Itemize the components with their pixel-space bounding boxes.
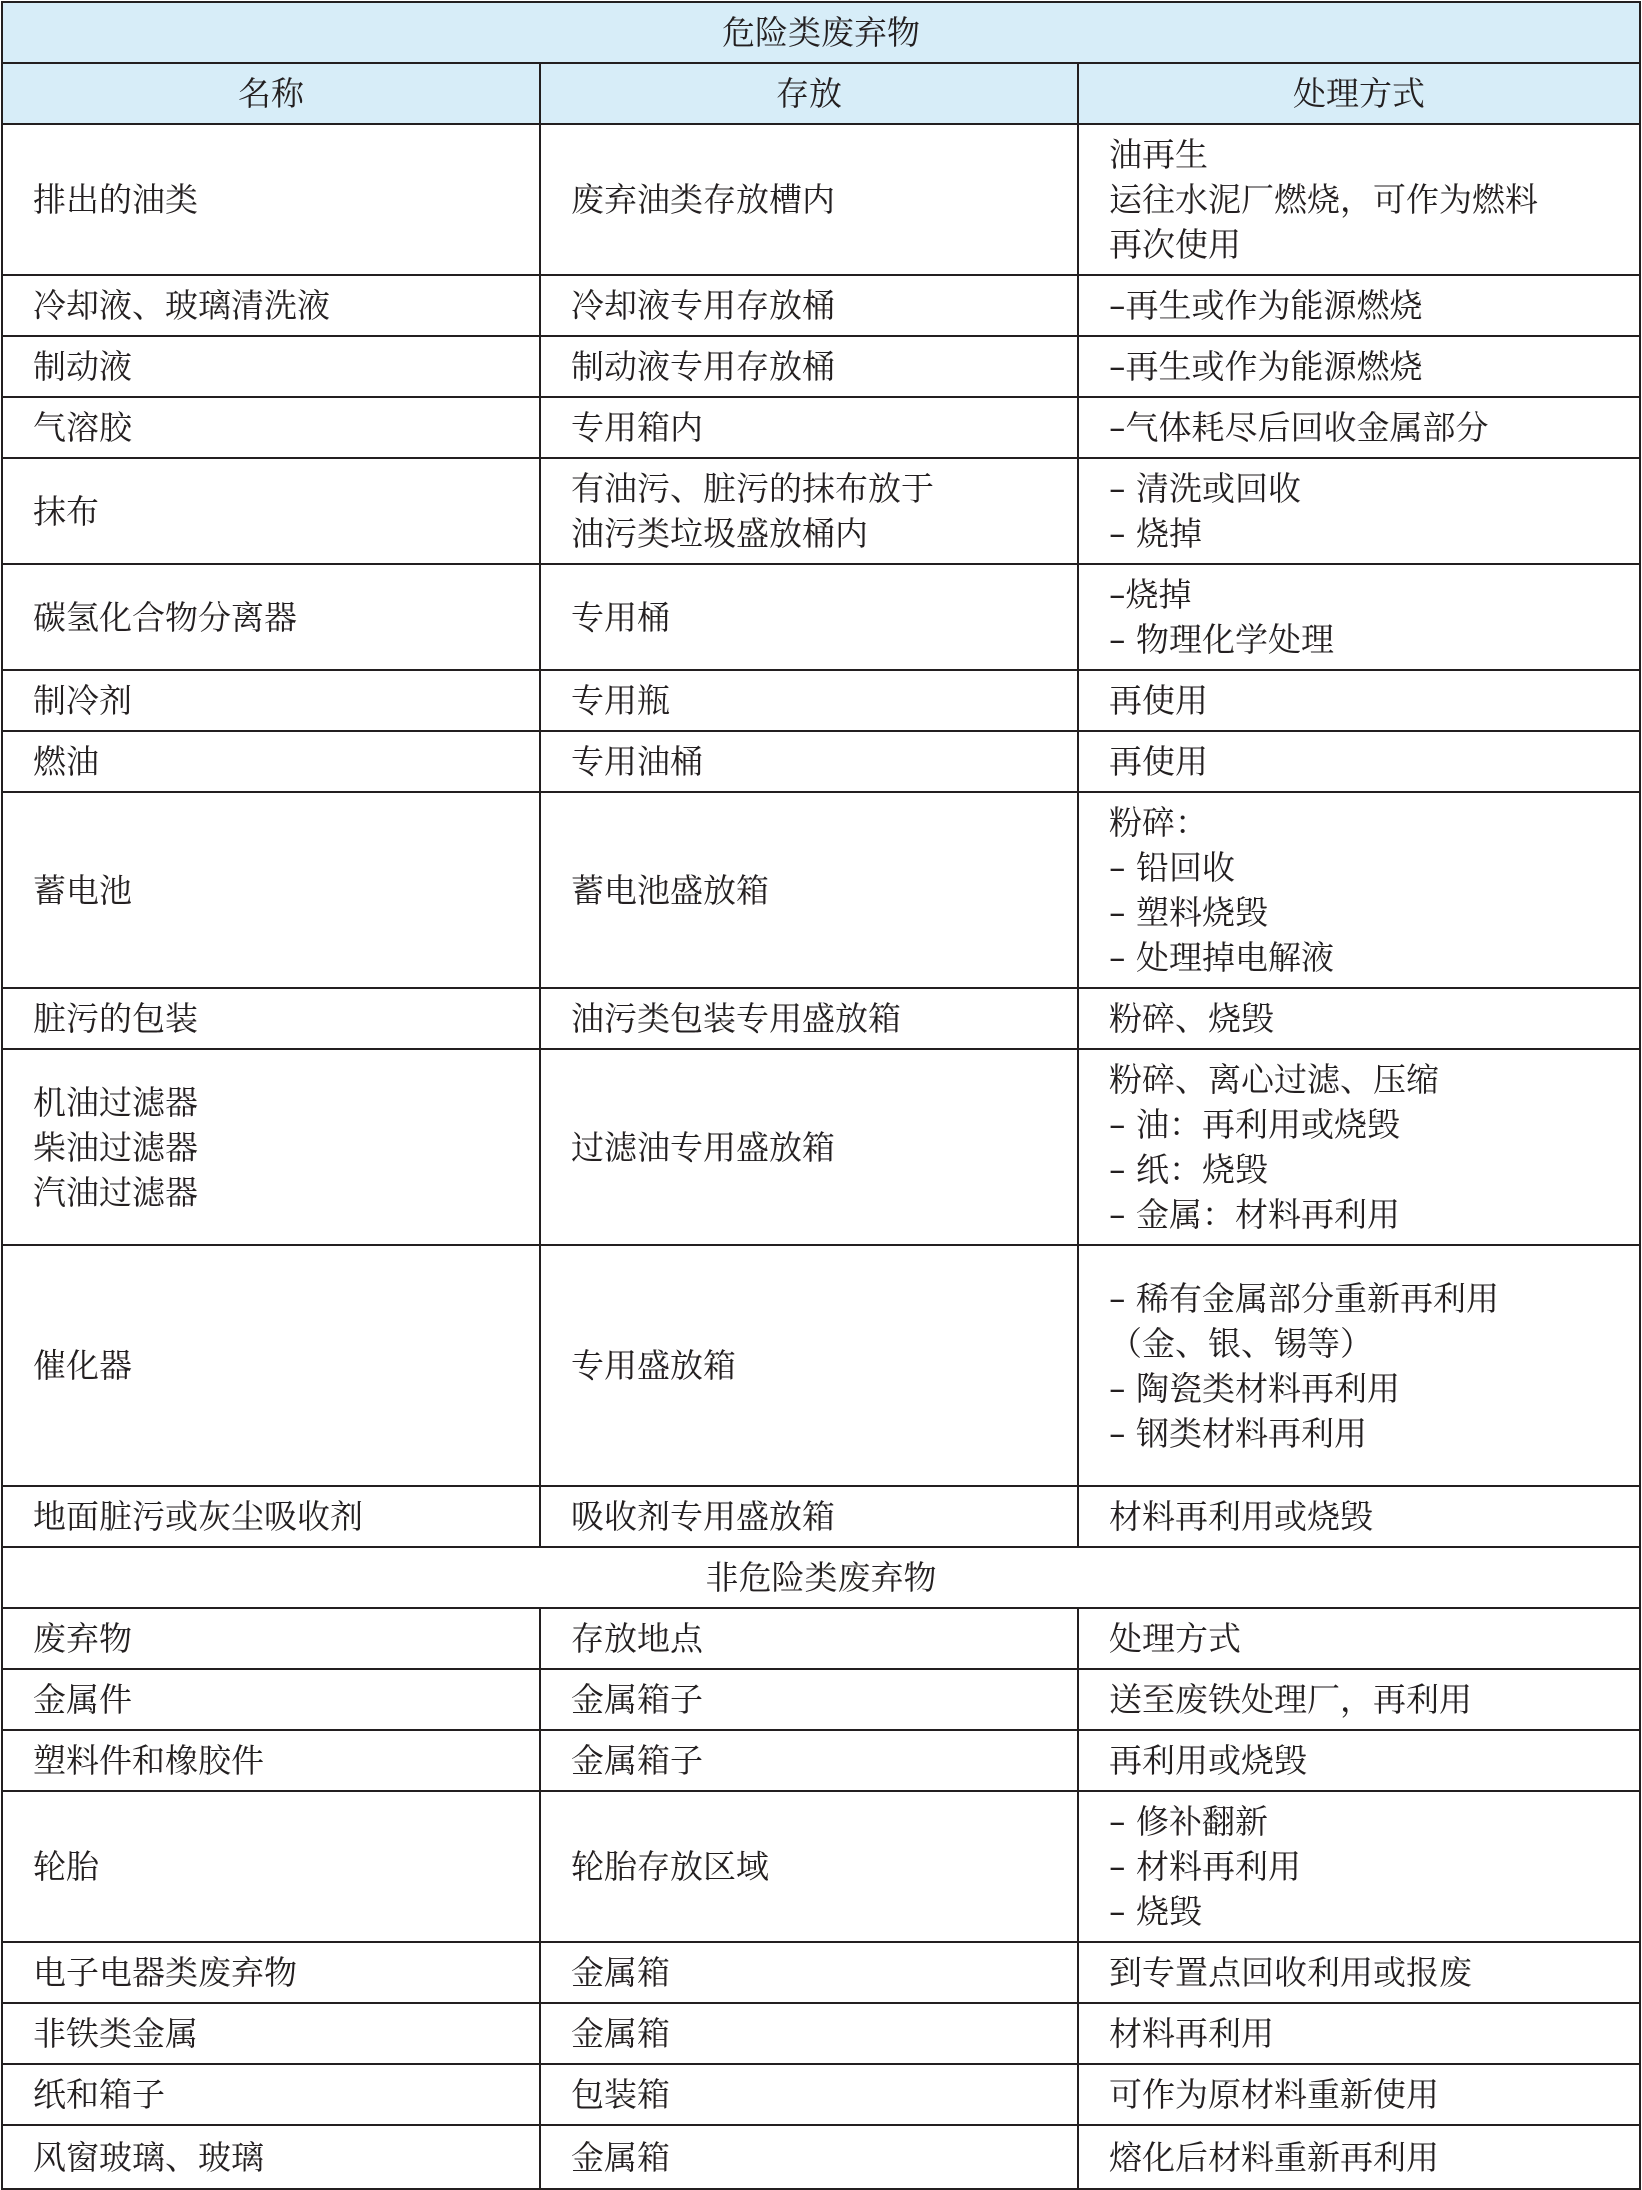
cell-storage: 吸收剂专用盛放箱 <box>540 1486 1078 1547</box>
cell-treatment: 再使用 <box>1078 670 1640 731</box>
cell-treatment: 粉碎、烧毁 <box>1078 988 1640 1049</box>
column-header-treatment: 处理方式 <box>1078 1608 1640 1669</box>
cell-name: 纸和箱子 <box>2 2064 540 2125</box>
cell-storage: 专用盛放箱 <box>540 1245 1078 1486</box>
table-row <box>2 2125 1640 2189</box>
table-row <box>2 1791 1640 1942</box>
cell-name: 碳氢化合物分离器 <box>2 564 540 670</box>
cell-treatment: 粉碎、离心过滤、压缩 – 油：再利用或烧毁 – 纸：烧毁 – 金属：材料再利用 <box>1078 1049 1640 1245</box>
cell-name: 排出的油类 <box>2 124 540 275</box>
column-header-name: 名称 <box>2 63 540 124</box>
non-hazardous-section-title: 非危险类废弃物 <box>2 1547 1640 1608</box>
cell-storage: 金属箱 <box>540 1942 1078 2003</box>
hazardous-title-row <box>2 2 1640 63</box>
table-row <box>2 731 1640 792</box>
table-row <box>2 988 1640 1049</box>
table-row <box>2 1730 1640 1791</box>
non-hazardous-header-row <box>2 1608 1640 1669</box>
cell-treatment: 到专置点回收利用或报废 <box>1078 1942 1640 2003</box>
table-row <box>2 1942 1640 2003</box>
cell-treatment: 再利用或烧毁 <box>1078 1730 1640 1791</box>
cell-name: 制冷剂 <box>2 670 540 731</box>
cell-treatment: – 修补翻新 – 材料再利用 – 烧毁 <box>1078 1791 1640 1942</box>
table-row <box>2 336 1640 397</box>
table-body <box>2 2 1640 2189</box>
table-row <box>2 1486 1640 1547</box>
cell-treatment: –再生或作为能源燃烧 <box>1078 275 1640 336</box>
table-row <box>2 670 1640 731</box>
cell-storage: 过滤油专用盛放箱 <box>540 1049 1078 1245</box>
cell-storage: 有油污、脏污的抹布放于 油污类垃圾盛放桶内 <box>540 458 1078 564</box>
table-row <box>2 2003 1640 2064</box>
table-row <box>2 792 1640 988</box>
cell-storage: 油污类包装专用盛放箱 <box>540 988 1078 1049</box>
non-hazardous-title-row <box>2 1547 1640 1608</box>
table-row <box>2 275 1640 336</box>
cell-treatment: 材料再利用或烧毁 <box>1078 1486 1640 1547</box>
cell-name: 催化器 <box>2 1245 540 1486</box>
cell-treatment: –气体耗尽后回收金属部分 <box>1078 397 1640 458</box>
cell-name: 风窗玻璃、玻璃 <box>2 2125 540 2189</box>
column-header-waste: 废弃物 <box>2 1608 540 1669</box>
cell-storage: 制动液专用存放桶 <box>540 336 1078 397</box>
cell-name: 燃油 <box>2 731 540 792</box>
cell-storage: 金属箱子 <box>540 1669 1078 1730</box>
cell-storage: 废弃油类存放槽内 <box>540 124 1078 275</box>
table-row <box>2 458 1640 564</box>
cell-treatment: 材料再利用 <box>1078 2003 1640 2064</box>
cell-storage: 专用油桶 <box>540 731 1078 792</box>
cell-name: 制动液 <box>2 336 540 397</box>
cell-name: 气溶胶 <box>2 397 540 458</box>
column-header-location: 存放地点 <box>540 1608 1078 1669</box>
cell-name: 非铁类金属 <box>2 2003 540 2064</box>
cell-treatment: – 清洗或回收 – 烧掉 <box>1078 458 1640 564</box>
cell-treatment: 油再生 运往水泥厂燃烧，可作为燃料 再次使用 <box>1078 124 1640 275</box>
cell-treatment: 再使用 <box>1078 731 1640 792</box>
waste-disposal-table <box>1 1 1641 2190</box>
cell-storage: 包装箱 <box>540 2064 1078 2125</box>
cell-name: 轮胎 <box>2 1791 540 1942</box>
table-row <box>2 564 1640 670</box>
cell-name: 冷却液、玻璃清洗液 <box>2 275 540 336</box>
cell-name: 机油过滤器 柴油过滤器 汽油过滤器 <box>2 1049 540 1245</box>
table-row <box>2 397 1640 458</box>
column-header-storage: 存放 <box>540 63 1078 124</box>
cell-name: 塑料件和橡胶件 <box>2 1730 540 1791</box>
cell-treatment: 送至废铁处理厂，再利用 <box>1078 1669 1640 1730</box>
cell-name: 金属件 <box>2 1669 540 1730</box>
cell-treatment: –烧掉 – 物理化学处理 <box>1078 564 1640 670</box>
cell-storage: 金属箱子 <box>540 1730 1078 1791</box>
cell-storage: 冷却液专用存放桶 <box>540 275 1078 336</box>
table-row <box>2 1245 1640 1486</box>
cell-name: 抹布 <box>2 458 540 564</box>
table-row <box>2 2064 1640 2125</box>
cell-storage: 金属箱 <box>540 2003 1078 2064</box>
cell-storage: 蓄电池盛放箱 <box>540 792 1078 988</box>
column-header-treatment: 处理方式 <box>1078 63 1640 124</box>
cell-treatment: – 稀有金属部分重新再利用 （金、银、锡等） – 陶瓷类材料再利用 – 钢类材料再利用 <box>1078 1245 1640 1486</box>
cell-treatment: 熔化后材料重新再利用 <box>1078 2125 1640 2189</box>
table-row <box>2 1669 1640 1730</box>
table-row <box>2 124 1640 275</box>
cell-name: 电子电器类废弃物 <box>2 1942 540 2003</box>
cell-name: 脏污的包装 <box>2 988 540 1049</box>
hazardous-section-title: 危险类废弃物 <box>2 2 1640 63</box>
cell-storage: 专用瓶 <box>540 670 1078 731</box>
cell-treatment: –再生或作为能源燃烧 <box>1078 336 1640 397</box>
cell-storage: 金属箱 <box>540 2125 1078 2189</box>
cell-storage: 专用箱内 <box>540 397 1078 458</box>
cell-treatment: 粉碎： – 铅回收 – 塑料烧毁 – 处理掉电解液 <box>1078 792 1640 988</box>
cell-name: 蓄电池 <box>2 792 540 988</box>
hazardous-header-row <box>2 63 1640 124</box>
cell-storage: 轮胎存放区域 <box>540 1791 1078 1942</box>
cell-treatment: 可作为原材料重新使用 <box>1078 2064 1640 2125</box>
cell-name: 地面脏污或灰尘吸收剂 <box>2 1486 540 1547</box>
table-row <box>2 1049 1640 1245</box>
cell-storage: 专用桶 <box>540 564 1078 670</box>
